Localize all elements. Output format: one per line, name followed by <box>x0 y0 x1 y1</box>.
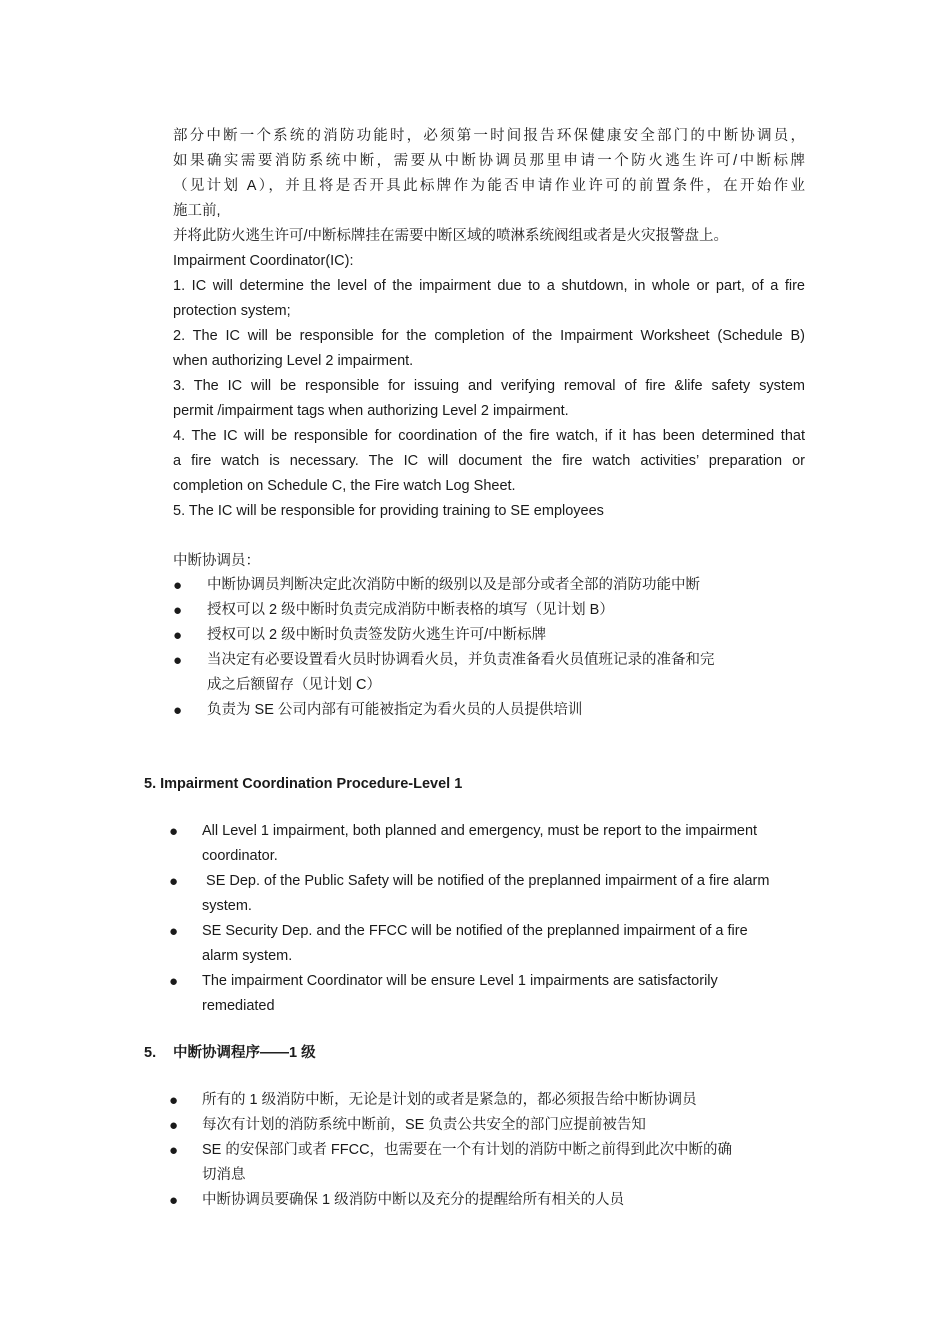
bullet-dot: ● <box>169 1092 179 1109</box>
ic-item-3-line-2: permit /impairment tags when authorizing Level 2 impairment. <box>173 403 569 419</box>
section5-cn-heading-number: 5. <box>144 1045 157 1061</box>
cn-ic-bullet-2: 授权可以 2 级中断时负责完成消防中断表格的填写（见计划 B） <box>207 602 614 618</box>
intro-cn-line-1: 部分中断一个系统的消防功能时，必须第一时间报告环保健康安全部门的中断协调员， <box>173 128 805 144</box>
section5-en-bullet-4-line-2: remediated <box>202 998 275 1014</box>
bullet-dot: ● <box>169 823 179 840</box>
section5-en-bullet-2-line-1: SE Dep. of the Public Safety will be notified of the preplanned impairment of a fire alarm <box>202 873 770 889</box>
cn-ic-bullet-5: 负责为 SE 公司内部有可能被指定为看火员的人员提供培训 <box>207 702 583 718</box>
intro-cn-line-2: 如果确实需要消防系统中断，需要从中断协调员那里申请一个防火逃生许可/中断标牌 <box>173 153 805 169</box>
section5-cn-bullet-3-line-1: SE 的安保部门或者 FFCC，也需要在一个有计划的消防中断之前得到此次中断的确 <box>202 1142 733 1158</box>
section5-en-bullet-1-line-2: coordinator. <box>202 848 278 864</box>
cn-ic-bullet-4-line-1: 当决定有必要设置看火员时协调看火员，并负责准备看火员值班记录的准备和完 <box>207 652 715 668</box>
ic-title: Impairment Coordinator(IC): <box>173 253 354 269</box>
ic-item-4-line-3: completion on Schedule C, the Fire watch Log Sheet. <box>173 478 516 494</box>
cn-ic-bullet-4-line-2: 成之后额留存（见计划 C） <box>207 677 381 693</box>
ic-item-1-line-2: protection system; <box>173 303 291 319</box>
bullet-dot: ● <box>169 1142 179 1159</box>
bullet-dot: ● <box>169 1117 179 1134</box>
cn-ic-bullet-1: 中断协调员判断决定此次消防中断的级别以及是部分或者全部的消防功能中断 <box>207 577 700 593</box>
ic-item-4-line-1: 4. The IC will be responsible for coordination of the fire watch, if it has been determined that <box>173 428 805 444</box>
section5-cn-heading-text: 中断协调程序——1 级 <box>173 1045 316 1061</box>
intro-cn-line-3: （见计划 A），并且将是否开具此标牌作为能否申请作业许可的前置条件，在开始作业 <box>173 178 805 194</box>
bullet-dot: ● <box>173 577 183 594</box>
ic-item-2-line-1: 2. The IC will be responsible for the completion of the Impairment Worksheet (Schedule B) <box>173 328 805 344</box>
section5-cn-bullet-2: 每次有计划的消防系统中断前，SE 负责公共安全的部门应提前被告知 <box>202 1117 646 1133</box>
section5-cn-bullet-4: 中断协调员要确保 1 级消防中断以及充分的提醒给所有相关的人员 <box>202 1192 625 1208</box>
intro-cn-line-5: 并将此防火逃生许可/中断标牌挂在需要中断区域的喷淋系统阀组或者是火灾报警盘上。 <box>173 228 729 244</box>
intro-cn-line-4: 施工前, <box>173 203 221 219</box>
ic-item-2-line-2: when authorizing Level 2 impairment. <box>173 353 414 369</box>
ic-item-4-line-2: a fire watch is necessary. The IC will document the fire watch activities’ preparation or <box>173 453 805 469</box>
bullet-dot: ● <box>169 1192 179 1209</box>
section5-en-bullet-3-line-1: SE Security Dep. and the FFCC will be notified of the preplanned impairment of a fire <box>202 923 748 939</box>
bullet-dot: ● <box>169 973 179 990</box>
bullet-dot: ● <box>173 652 183 669</box>
section5-en-bullet-2-line-2: system. <box>202 898 252 914</box>
ic-item-1-line-1: 1. IC will determine the level of the impairment due to a shutdown, in whole or part, of a fire <box>173 278 805 294</box>
section5-en-bullet-3-line-2: alarm system. <box>202 948 293 964</box>
ic-item-3-line-1: 3. The IC will be responsible for issuing and verifying removal of fire &life safety system <box>173 378 805 394</box>
cn-ic-bullet-3: 授权可以 2 级中断时负责签发防火逃生许可/中断标牌 <box>207 627 547 643</box>
bullet-dot: ● <box>173 627 183 644</box>
section5-en-bullet-1-line-1: All Level 1 impairment, both planned and emergency, must be report to the impairment <box>202 823 758 839</box>
section5-en-heading: 5. Impairment Coordination Procedure-Level 1 <box>144 776 463 792</box>
bullet-dot: ● <box>173 602 183 619</box>
cn-ic-title: 中断协调员： <box>173 553 260 569</box>
bullet-dot: ● <box>169 923 179 940</box>
section5-cn-bullet-1: 所有的 1 级消防中断，无论是计划的或者是紧急的，都必须报告给中断协调员 <box>202 1092 697 1108</box>
section5-cn-bullet-3-line-2: 切消息 <box>202 1167 246 1183</box>
ic-item-5-line-1: 5. The IC will be responsible for providing training to SE employees <box>173 503 604 519</box>
bullet-dot: ● <box>173 702 183 719</box>
bullet-dot: ● <box>169 873 179 890</box>
section5-en-bullet-4-line-1: The impairment Coordinator will be ensure Level 1 impairments are satisfactorily <box>202 973 718 989</box>
